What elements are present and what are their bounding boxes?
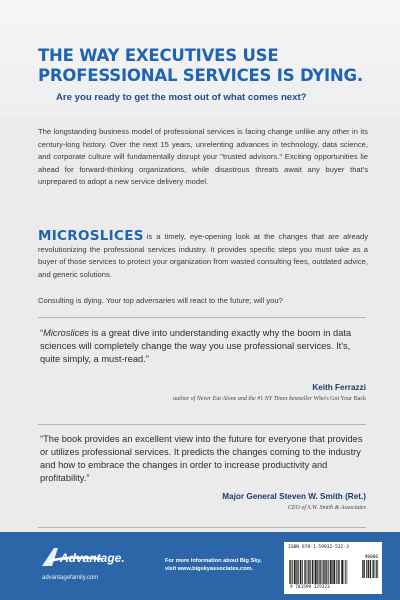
divider <box>38 317 366 318</box>
role-mid: and the <box>236 396 258 402</box>
more-info-line-1: For more information about Big Sky, <box>165 558 262 564</box>
barcode-bar <box>308 560 309 584</box>
price-code-bar <box>370 560 371 578</box>
barcode-bar <box>315 560 316 584</box>
barcode-bar <box>347 560 348 584</box>
price-code-bar <box>373 560 374 578</box>
barcode-bar <box>305 560 306 584</box>
barcode-bar <box>321 560 322 584</box>
barcode-bar <box>330 560 331 584</box>
barcode-bar <box>316 560 317 584</box>
role-prefix: author of <box>173 396 197 402</box>
barcode-bar <box>338 560 339 584</box>
barcode-bar <box>345 560 346 584</box>
testimonial-author-1: Keith Ferrazzi <box>312 383 366 392</box>
barcode-bar <box>300 560 301 584</box>
testimonial-author-2: Major General Steven W. Smith (Ret.) <box>222 492 366 501</box>
barcode-bar <box>302 560 303 584</box>
role-hash: #1 <box>257 396 264 402</box>
cover-subheadline: Are you ready to get the most out of what comes next? <box>56 92 307 103</box>
cover-headline: THE WAY EXECUTIVES USE PROFESSIONAL SERVICES IS DYING. <box>38 46 363 85</box>
barcode-bar <box>300 560 301 584</box>
barcode-bar <box>336 560 337 584</box>
barcode-bar <box>324 560 325 584</box>
barcode <box>286 552 380 584</box>
quote-italic-title: Microslices <box>43 328 90 338</box>
barcode-bar <box>289 560 290 584</box>
barcode-bar <box>298 560 299 584</box>
barcode-bar <box>309 560 310 584</box>
price-code-bar <box>368 560 369 578</box>
description-text: is a timely, eye-opening look at the changes that are already revolutionizing the professional services industry. It provides specific steps you must take as a buyer of those services to protect your organization from wasted consulting fees, outdated advice, and generic solutions. <box>38 232 368 279</box>
intro-paragraph: The longstanding business model of professional services is facing change unlike any other in its century-long history. Over the next 15 years, unrelenting advances in technology, data science, and corporate culture will fundamentally disrupt your "trusted advisors." Exciting opportunities lie ahead for forward-thinking organizations, while disastrous threats await any buyer that's unprepared to adopt a new service delivery model. <box>38 127 368 187</box>
price-code-bar <box>363 560 364 578</box>
barcode-bar <box>338 560 339 584</box>
barcode-number: 9 781599 325323 <box>290 585 330 590</box>
role-book-1: Never Eat Alone <box>196 396 237 402</box>
barcode-bar <box>292 560 293 584</box>
price-code-bar <box>376 560 377 578</box>
barcode-bar <box>332 560 333 584</box>
role-book-2: Who's Got Your Back <box>313 396 366 402</box>
barcode-bar <box>290 560 291 584</box>
price-code-bar <box>364 560 365 578</box>
barcode-bar <box>323 560 324 584</box>
testimonial-author-role-2: CEO of S.W. Smith & Associates <box>287 505 366 511</box>
barcode-bar <box>326 560 327 584</box>
barcode-bar <box>304 560 305 584</box>
barcode-bar <box>296 560 297 584</box>
barcode-bar <box>339 560 340 584</box>
barcode-bar <box>317 560 318 584</box>
isbn-text: ISBN 978-1-59932-532-3 <box>288 545 349 550</box>
barcode-bar <box>344 560 345 584</box>
barcode-bar <box>314 560 315 584</box>
call-to-action-paragraph: Consulting is dying. Your top adversaries will react to the future; will you? <box>38 296 283 305</box>
barcode-bar <box>297 560 298 584</box>
barcode-bar <box>330 560 331 584</box>
publisher-url: advantagefamily.com <box>42 575 99 581</box>
testimonial-author-role-1 <box>173 396 366 402</box>
barcode-bar <box>315 560 316 584</box>
barcode-bar <box>331 560 332 584</box>
description-paragraph <box>38 230 368 281</box>
barcode-bar <box>318 560 319 584</box>
barcode-bar <box>333 560 334 584</box>
price-code-bar <box>362 560 363 578</box>
barcode-bar <box>312 560 313 584</box>
quote-open-mark: “ <box>40 328 44 338</box>
barcode-bar <box>308 560 309 584</box>
barcode-bar <box>306 560 307 584</box>
barcode-bar <box>312 560 313 584</box>
divider <box>38 424 366 425</box>
barcode-bar <box>342 560 343 584</box>
price-code-bar <box>366 560 367 578</box>
price-code-bar <box>370 560 371 578</box>
barcode-bar <box>295 560 296 584</box>
brand-word: MICROSLICES <box>38 228 144 244</box>
barcode-bar <box>294 560 295 584</box>
more-info-text <box>165 558 295 573</box>
barcode-bar <box>319 560 320 584</box>
testimonial-quote-1 <box>40 327 365 366</box>
price-code-bar <box>375 560 376 578</box>
publisher-logo <box>40 546 150 568</box>
quote-text: is a great dive into understanding exactly why the boom in data sciences will completely change the way you use professional services. It's, quite simply, a must-read.” <box>40 328 352 364</box>
barcode-bar <box>310 560 311 584</box>
price-code-bar <box>368 560 369 578</box>
publisher-name: Advantage. <box>60 551 125 565</box>
barcode-bar <box>341 560 342 584</box>
price-code-bar <box>373 560 374 578</box>
barcode-bar <box>334 560 335 584</box>
testimonial-quote-2: “The book provides an excellent view into the future for everyone that provides or utilizes professional services. It predicts the changes coming to the industry and how to embrace the changes in order to increase productivity and profitability.” <box>40 434 363 483</box>
barcode-bar <box>302 560 303 584</box>
barcode-bar <box>327 560 328 584</box>
barcode-bar <box>335 560 336 584</box>
price-code-bar <box>377 560 378 578</box>
barcode-bar <box>328 560 329 584</box>
barcode-bar <box>294 560 295 584</box>
barcode-bar <box>342 560 343 584</box>
barcode-bar <box>323 560 324 584</box>
price-code: 90000 <box>364 555 378 560</box>
role-list: NY Times bestseller <box>263 396 314 402</box>
barcode-bar <box>325 560 326 584</box>
divider <box>38 527 366 528</box>
barcode-bar <box>291 560 292 584</box>
barcode-bar <box>320 560 321 584</box>
more-info-line-2: visit www.bigskyassociates.com. <box>165 565 254 572</box>
